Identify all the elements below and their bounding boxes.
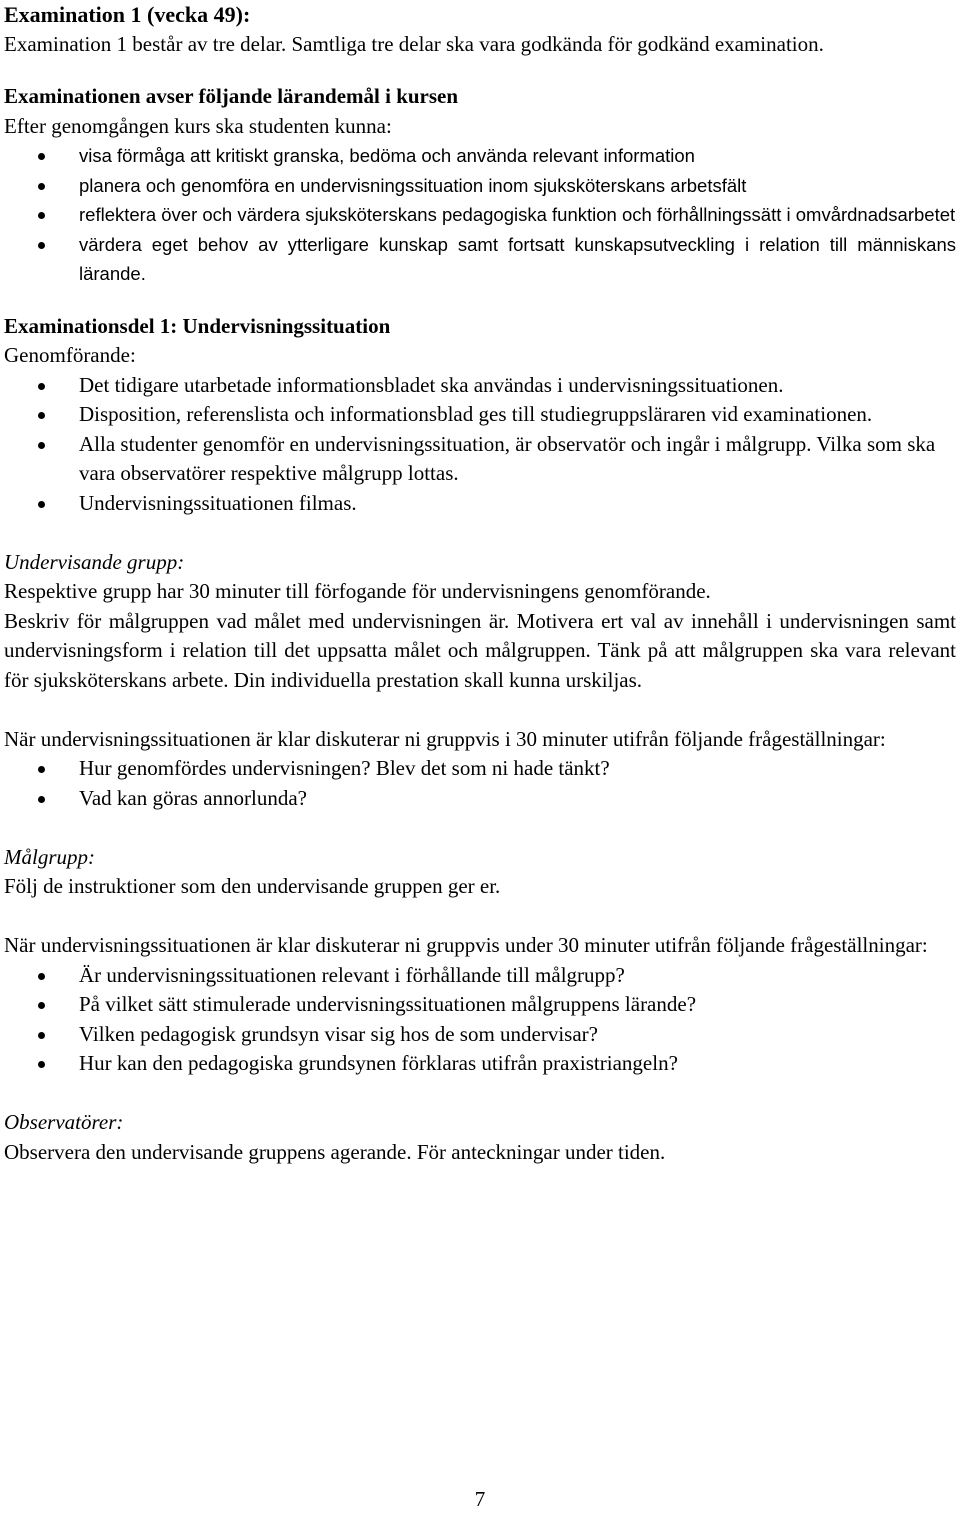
bullet-icon <box>38 1002 45 1009</box>
list-item: Vad kan göras annorlunda? <box>4 784 956 814</box>
teaching-questions <box>4 754 956 813</box>
bullet-icon <box>38 212 45 219</box>
part1-list <box>4 371 956 519</box>
bullet-icon <box>38 153 45 160</box>
list-item: Alla studenter genomför en undervisningssituation, är observatör och ingår i målgrupp. Vilka som ska vara observatörer respektive målgrupp lottas. <box>4 430 956 489</box>
list-item: På vilket sätt stimulerade undervisningssituationen målgruppens lärande? <box>4 990 956 1020</box>
bullet-icon <box>38 183 45 190</box>
list-item: Vilken pedagogisk grundsyn visar sig hos de som undervisar? <box>4 1020 956 1050</box>
bullet-icon <box>38 383 45 390</box>
list-item: Disposition, referenslista och informationsblad ges till studiegruppsläraren vid examinationen. <box>4 400 956 430</box>
target-line: Följ de instruktioner som den undervisande gruppen ger er. <box>4 874 501 898</box>
teaching-line: Respektive grupp har 30 minuter till förfogande för undervisningens genomförande. <box>4 579 711 603</box>
bullet-icon <box>38 796 45 803</box>
list-item: Hur genomfördes undervisningen? Blev det som ni hade tänkt? <box>4 754 956 784</box>
bullet-icon <box>38 412 45 419</box>
part1-heading: Examinationsdel 1: Undervisningssituation <box>4 313 391 338</box>
bullet-icon <box>38 242 45 249</box>
target-heading: Målgrupp: <box>4 844 95 869</box>
bullet-icon <box>38 501 45 508</box>
teaching-paragraph: Beskriv för målgruppen vad målet med undervisningen är. Motivera ert val av innehåll i undervisningen samt undervisningsform i relation till det uppsatta målet och målgruppen. Tänk på att målgruppen ska vara relevant för sjuksköterskans arbete. Din individuella prestation skall kunna urskiljas. <box>4 608 956 692</box>
bullet-icon <box>38 766 45 773</box>
exam-intro: Examination 1 består av tre delar. Samtliga tre delar ska vara godkända för godkänd examination. <box>4 31 824 56</box>
target-questions <box>4 961 956 1079</box>
list-item: Det tidigare utarbetade informationsbladet ska användas i undervisningssituationen. <box>4 371 956 401</box>
observers-heading: Observatörer: <box>4 1110 124 1134</box>
bullet-icon <box>38 1061 45 1068</box>
teaching-heading: Undervisande grupp: <box>4 549 185 574</box>
teaching-discussion: När undervisningssituationen är klar diskuterar ni gruppvis i 30 minuter utifrån följande frågeställningar: <box>4 726 886 751</box>
goals-heading: Examinationen avser följande lärandemål i kursen <box>4 84 459 108</box>
list-item: Hur kan den pedagogiska grundsynen förklaras utifrån praxistriangeln? <box>4 1049 956 1079</box>
part1-subheading: Genomförande: <box>4 343 136 367</box>
list-item: reflektera över och värdera sjuksköterskans pedagogiska funktion och förhållningssätt i omvårdnadsarbetet <box>4 200 956 230</box>
list-item: Undervisningssituationen filmas. <box>4 489 956 519</box>
goals-lead: Efter genomgången kurs ska studenten kunna: <box>4 113 392 138</box>
observers-line: Observera den undervisande gruppens agerande. För anteckningar under tiden. <box>4 1139 666 1164</box>
list-item: värdera eget behov av ytterligare kunskap samt fortsatt kunskapsutveckling i relation till människans lärande. <box>4 230 956 289</box>
list-item: Är undervisningssituationen relevant i förhållande till målgrupp? <box>4 961 956 991</box>
goals-list <box>4 141 956 289</box>
bullet-icon <box>38 973 45 980</box>
list-item: planera och genomföra en undervisningssituation inom sjuksköterskans arbetsfält <box>4 171 956 201</box>
target-discussion: När undervisningssituationen är klar diskuterar ni gruppvis under 30 minuter utifrån följande frågeställningar: <box>4 933 928 957</box>
bullet-icon <box>38 442 45 449</box>
list-item: visa förmåga att kritiskt granska, bedöma och använda relevant information <box>4 141 956 171</box>
exam-title: Examination 1 (vecka 49): <box>4 2 251 27</box>
document-page <box>4 0 956 1167</box>
bullet-icon <box>38 1032 45 1039</box>
page-number: 7 <box>474 1487 486 1511</box>
